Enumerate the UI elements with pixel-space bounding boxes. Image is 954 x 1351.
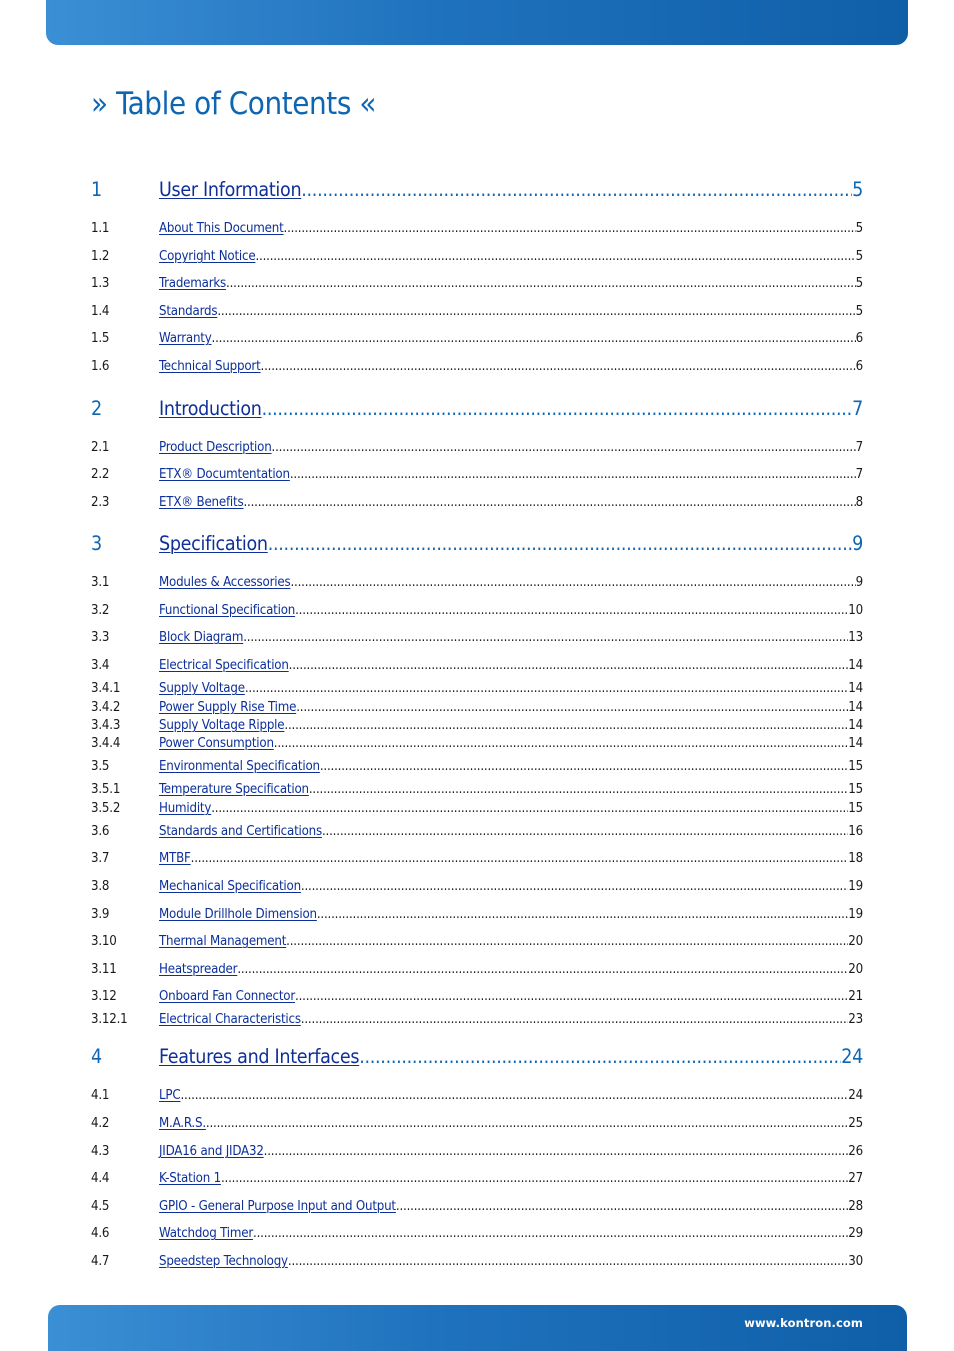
toc-entry-number: 1 bbox=[91, 178, 102, 201]
toc-entry-number: 3.11 bbox=[91, 962, 117, 977]
toc-section-row bbox=[91, 359, 863, 374]
toc-entry-link[interactable]: Electrical Specification bbox=[159, 658, 289, 673]
toc-page-number: 7 bbox=[852, 397, 863, 420]
toc-entry-number: 3.5.2 bbox=[91, 801, 121, 816]
toc-dot-leader bbox=[261, 359, 856, 374]
toc-dot-leader bbox=[211, 801, 848, 816]
toc-dot-leader bbox=[290, 575, 855, 590]
toc-entry-link[interactable]: Module Drillhole Dimension bbox=[159, 907, 317, 922]
toc-entry-link[interactable]: Copyright Notice bbox=[159, 249, 256, 264]
toc-page-number: 28 bbox=[848, 1199, 863, 1214]
toc-page-number: 7 bbox=[855, 440, 863, 455]
toc-section-row bbox=[91, 249, 863, 264]
toc-dot-leader bbox=[237, 962, 848, 977]
toc-page-number: 15 bbox=[848, 759, 863, 774]
toc-entry-link[interactable]: Product Description bbox=[159, 440, 272, 455]
toc-page-number: 5 bbox=[852, 178, 863, 201]
toc-section-row bbox=[91, 700, 863, 715]
toc-dot-leader bbox=[180, 1088, 848, 1103]
toc-entry-link[interactable]: GPIO - General Purpose Input and Output bbox=[159, 1199, 396, 1214]
footer-band bbox=[48, 1305, 907, 1351]
toc-entry-link[interactable]: Power Supply Rise Time bbox=[159, 700, 297, 715]
toc-section-row bbox=[91, 989, 863, 1004]
toc-page-number: 9 bbox=[855, 575, 863, 590]
toc-dot-leader bbox=[255, 249, 855, 264]
page-title: » Table of Contents « bbox=[91, 86, 377, 122]
toc-entry-link[interactable]: Environmental Specification bbox=[159, 759, 320, 774]
toc-section-row bbox=[91, 630, 863, 645]
toc-section-row bbox=[91, 276, 863, 291]
toc-page-number: 20 bbox=[848, 962, 863, 977]
toc-section-row bbox=[91, 1199, 863, 1214]
toc-dot-leader bbox=[317, 907, 848, 922]
toc-dot-leader bbox=[221, 1171, 848, 1186]
toc-entry-link[interactable]: Thermal Management bbox=[159, 934, 287, 949]
toc-entry-number: 4 bbox=[91, 1045, 102, 1068]
toc-entry-link[interactable]: Mechanical Specification bbox=[159, 879, 301, 894]
toc-entry-number: 2.2 bbox=[91, 467, 110, 482]
toc-entry-link[interactable]: JIDA16 and JIDA32 bbox=[159, 1144, 264, 1159]
toc-entry-link[interactable]: Supply Voltage bbox=[159, 681, 245, 696]
toc-entry-number: 3.4.1 bbox=[91, 681, 121, 696]
toc-section-row bbox=[91, 782, 863, 797]
toc-entry-link[interactable]: Block Diagram bbox=[159, 630, 244, 645]
toc-page-number: 14 bbox=[848, 718, 863, 733]
toc-chapter-row bbox=[91, 532, 863, 555]
toc-entry-number: 3.9 bbox=[91, 907, 110, 922]
toc-entry-number: 4.1 bbox=[91, 1088, 110, 1103]
toc-entry-number: 4.3 bbox=[91, 1144, 110, 1159]
toc-entry-number: 3.6 bbox=[91, 824, 110, 839]
toc-entry-number: 1.2 bbox=[91, 249, 110, 264]
toc-page-number: 26 bbox=[848, 1144, 863, 1159]
footer-url-link[interactable]: www.kontron.com bbox=[744, 1316, 863, 1330]
toc-section-row bbox=[91, 1254, 863, 1269]
toc-entry-number: 3.5.1 bbox=[91, 782, 121, 797]
toc-page-number: 6 bbox=[855, 331, 863, 346]
toc-section-row bbox=[91, 718, 863, 733]
toc-dot-leader bbox=[272, 440, 856, 455]
toc-dot-leader bbox=[309, 782, 848, 797]
toc-page-number: 16 bbox=[848, 824, 863, 839]
toc-page-number: 14 bbox=[848, 700, 863, 715]
toc-page-number: 24 bbox=[841, 1045, 863, 1068]
toc-section-row bbox=[91, 1088, 863, 1103]
toc-dot-leader bbox=[396, 1199, 848, 1214]
toc-entry-number: 3.8 bbox=[91, 879, 110, 894]
toc-entry-link[interactable]: Trademarks bbox=[159, 276, 227, 291]
toc-entry-link[interactable]: Features and Interfaces bbox=[159, 1045, 360, 1068]
toc-dot-leader bbox=[296, 700, 848, 715]
toc-entry-link[interactable]: Heatspreader bbox=[159, 962, 238, 977]
toc-page-number: 21 bbox=[848, 989, 863, 1004]
toc-section-row bbox=[91, 879, 863, 894]
toc-page-number: 19 bbox=[848, 879, 863, 894]
toc-dot-leader bbox=[301, 879, 848, 894]
toc-entry-number: 4.7 bbox=[91, 1254, 110, 1269]
toc-page-number: 7 bbox=[855, 467, 863, 482]
toc-dot-leader bbox=[284, 718, 848, 733]
toc-dot-leader bbox=[212, 331, 856, 346]
toc-entry-number: 3.7 bbox=[91, 851, 110, 866]
toc-entry-link[interactable]: MTBF bbox=[159, 851, 191, 866]
toc-entry-link[interactable]: Standards bbox=[159, 304, 218, 319]
toc-entry-link[interactable]: Introduction bbox=[159, 397, 262, 420]
toc-entry-link[interactable]: Standards and Certifications bbox=[159, 824, 322, 839]
toc-page-number: 24 bbox=[848, 1088, 863, 1103]
toc-page-number: 9 bbox=[852, 532, 863, 555]
toc-section-row bbox=[91, 851, 863, 866]
toc-entry-number: 4.4 bbox=[91, 1171, 110, 1186]
toc-section-row bbox=[91, 1226, 863, 1241]
toc-page-number: 10 bbox=[848, 603, 863, 618]
toc-entry-link[interactable]: K-Station 1 bbox=[159, 1171, 221, 1186]
toc-dot-leader bbox=[243, 495, 855, 510]
toc-section-row bbox=[91, 331, 863, 346]
toc-dot-leader bbox=[301, 1012, 849, 1027]
toc-entry-number: 1.4 bbox=[91, 304, 110, 319]
toc-dot-leader bbox=[359, 1045, 841, 1068]
toc-entry-number: 3.12 bbox=[91, 989, 117, 1004]
header-band bbox=[46, 0, 908, 45]
toc-section-row bbox=[91, 801, 863, 816]
toc-page-number: 14 bbox=[848, 736, 863, 751]
toc-dot-leader bbox=[320, 759, 848, 774]
toc-dot-leader bbox=[206, 1116, 848, 1131]
toc-dot-leader bbox=[268, 532, 852, 555]
toc-entry-link[interactable]: Watchdog Timer bbox=[159, 1226, 254, 1241]
toc-dot-leader bbox=[322, 824, 848, 839]
toc-entry-number: 3.4.3 bbox=[91, 718, 121, 733]
toc-section-row bbox=[91, 304, 863, 319]
toc-entry-link[interactable]: Technical Support bbox=[159, 359, 261, 374]
toc-section-row bbox=[91, 221, 863, 236]
toc-entry-link[interactable]: Specification bbox=[159, 532, 268, 555]
toc-entry-number: 1.3 bbox=[91, 276, 110, 291]
toc-dot-leader bbox=[295, 603, 848, 618]
toc-dot-leader bbox=[290, 467, 856, 482]
toc-dot-leader bbox=[191, 851, 849, 866]
toc-entry-link[interactable]: Onboard Fan Connector bbox=[159, 989, 296, 1004]
toc-entry-link[interactable]: ETX® Documtentation bbox=[159, 467, 290, 482]
toc-entry-number: 3.12.1 bbox=[91, 1012, 128, 1027]
toc-page-number: 15 bbox=[848, 782, 863, 797]
toc-chapter-row bbox=[91, 178, 863, 201]
toc-entry-link[interactable]: Electrical Characteristics bbox=[159, 1012, 301, 1027]
toc-entry-number: 1.1 bbox=[91, 221, 110, 236]
toc-dot-leader bbox=[286, 934, 848, 949]
toc-section-row bbox=[91, 934, 863, 949]
toc-entry-link[interactable]: LPC bbox=[159, 1088, 181, 1103]
toc-entry-number: 3.5 bbox=[91, 759, 110, 774]
toc-page-number: 27 bbox=[848, 1171, 863, 1186]
toc-section-row bbox=[91, 907, 863, 922]
toc-section-row bbox=[91, 495, 863, 510]
toc-page-number: 18 bbox=[848, 851, 863, 866]
toc-page-number: 5 bbox=[855, 304, 863, 319]
toc-dot-leader bbox=[243, 630, 848, 645]
toc-page-number: 6 bbox=[855, 359, 863, 374]
toc-section-row bbox=[91, 658, 863, 673]
toc-section-row bbox=[91, 1171, 863, 1186]
toc-section-row bbox=[91, 1012, 863, 1027]
toc-page-number: 15 bbox=[848, 801, 863, 816]
toc-dot-leader bbox=[262, 397, 853, 420]
toc-entry-link[interactable]: About This Document bbox=[159, 221, 284, 236]
toc-page-number: 13 bbox=[848, 630, 863, 645]
toc-section-row bbox=[91, 681, 863, 696]
toc-page-number: 5 bbox=[855, 221, 863, 236]
toc-entry-number: 3.10 bbox=[91, 934, 117, 949]
toc-page-number: 8 bbox=[855, 495, 863, 510]
toc-entry-number: 1.6 bbox=[91, 359, 110, 374]
toc-dot-leader bbox=[264, 1144, 849, 1159]
toc-section-row bbox=[91, 467, 863, 482]
toc-dot-leader bbox=[245, 681, 848, 696]
toc-section-row bbox=[91, 440, 863, 455]
toc-dot-leader bbox=[274, 736, 849, 751]
toc-entry-link[interactable]: Temperature Specification bbox=[159, 782, 309, 797]
toc-entry-number: 4.5 bbox=[91, 1199, 110, 1214]
toc-entry-number: 2.3 bbox=[91, 495, 110, 510]
toc-entry-number: 3.1 bbox=[91, 575, 110, 590]
toc-chapter-row bbox=[91, 1045, 863, 1068]
toc-chapter-row bbox=[91, 397, 863, 420]
toc-entry-number: 2 bbox=[91, 397, 102, 420]
toc-dot-leader bbox=[226, 276, 856, 291]
toc-section-row bbox=[91, 824, 863, 839]
toc-dot-leader bbox=[301, 178, 852, 201]
toc-entry-number: 3.2 bbox=[91, 603, 110, 618]
toc-section-row bbox=[91, 603, 863, 618]
toc-entry-number: 3.4 bbox=[91, 658, 110, 673]
toc-dot-leader bbox=[289, 658, 849, 673]
toc-entry-link[interactable]: M.A.R.S. bbox=[159, 1116, 206, 1131]
toc-dot-leader bbox=[295, 989, 848, 1004]
toc-page-number: 29 bbox=[848, 1226, 863, 1241]
toc-page-number: 23 bbox=[848, 1012, 863, 1027]
toc-entry-number: 3.4.4 bbox=[91, 736, 121, 751]
toc-dot-leader bbox=[284, 221, 856, 236]
toc-dot-leader bbox=[288, 1254, 848, 1269]
toc-entry-link[interactable]: Speedstep Technology bbox=[159, 1254, 288, 1269]
toc-page-number: 30 bbox=[848, 1254, 863, 1269]
toc-page-number: 19 bbox=[848, 907, 863, 922]
toc-section-row bbox=[91, 575, 863, 590]
toc-section-row bbox=[91, 759, 863, 774]
toc-entry-link[interactable]: Functional Specification bbox=[159, 603, 296, 618]
toc-entry-link[interactable]: ETX® Benefits bbox=[159, 495, 244, 510]
toc-entry-link[interactable]: User Information bbox=[159, 178, 302, 201]
toc-page-number: 25 bbox=[848, 1116, 863, 1131]
toc-page-number: 5 bbox=[855, 249, 863, 264]
toc-entry-number: 4.6 bbox=[91, 1226, 110, 1241]
toc-dot-leader bbox=[253, 1226, 848, 1241]
toc-entry-number: 3.4.2 bbox=[91, 700, 121, 715]
toc-page-number: 20 bbox=[848, 934, 863, 949]
toc-section-row bbox=[91, 1144, 863, 1159]
toc-entry-number: 1.5 bbox=[91, 331, 110, 346]
toc-page-number: 14 bbox=[848, 681, 863, 696]
toc-section-row bbox=[91, 736, 863, 751]
toc-entry-link[interactable]: Supply Voltage Ripple bbox=[159, 718, 285, 733]
toc-entry-link[interactable]: Warranty bbox=[159, 331, 212, 346]
toc-entry-link[interactable]: Power Consumption bbox=[159, 736, 274, 751]
toc-section-row bbox=[91, 1116, 863, 1131]
toc-entry-link[interactable]: Humidity bbox=[159, 801, 212, 816]
toc-dot-leader bbox=[217, 304, 855, 319]
toc-entry-link[interactable]: Modules & Accessories bbox=[159, 575, 291, 590]
toc-page-number: 5 bbox=[855, 276, 863, 291]
toc-entry-number: 3 bbox=[91, 532, 102, 555]
toc-entry-number: 3.3 bbox=[91, 630, 110, 645]
toc-section-row bbox=[91, 962, 863, 977]
toc-entry-number: 2.1 bbox=[91, 440, 110, 455]
toc-page-number: 14 bbox=[848, 658, 863, 673]
toc-entry-number: 4.2 bbox=[91, 1116, 110, 1131]
